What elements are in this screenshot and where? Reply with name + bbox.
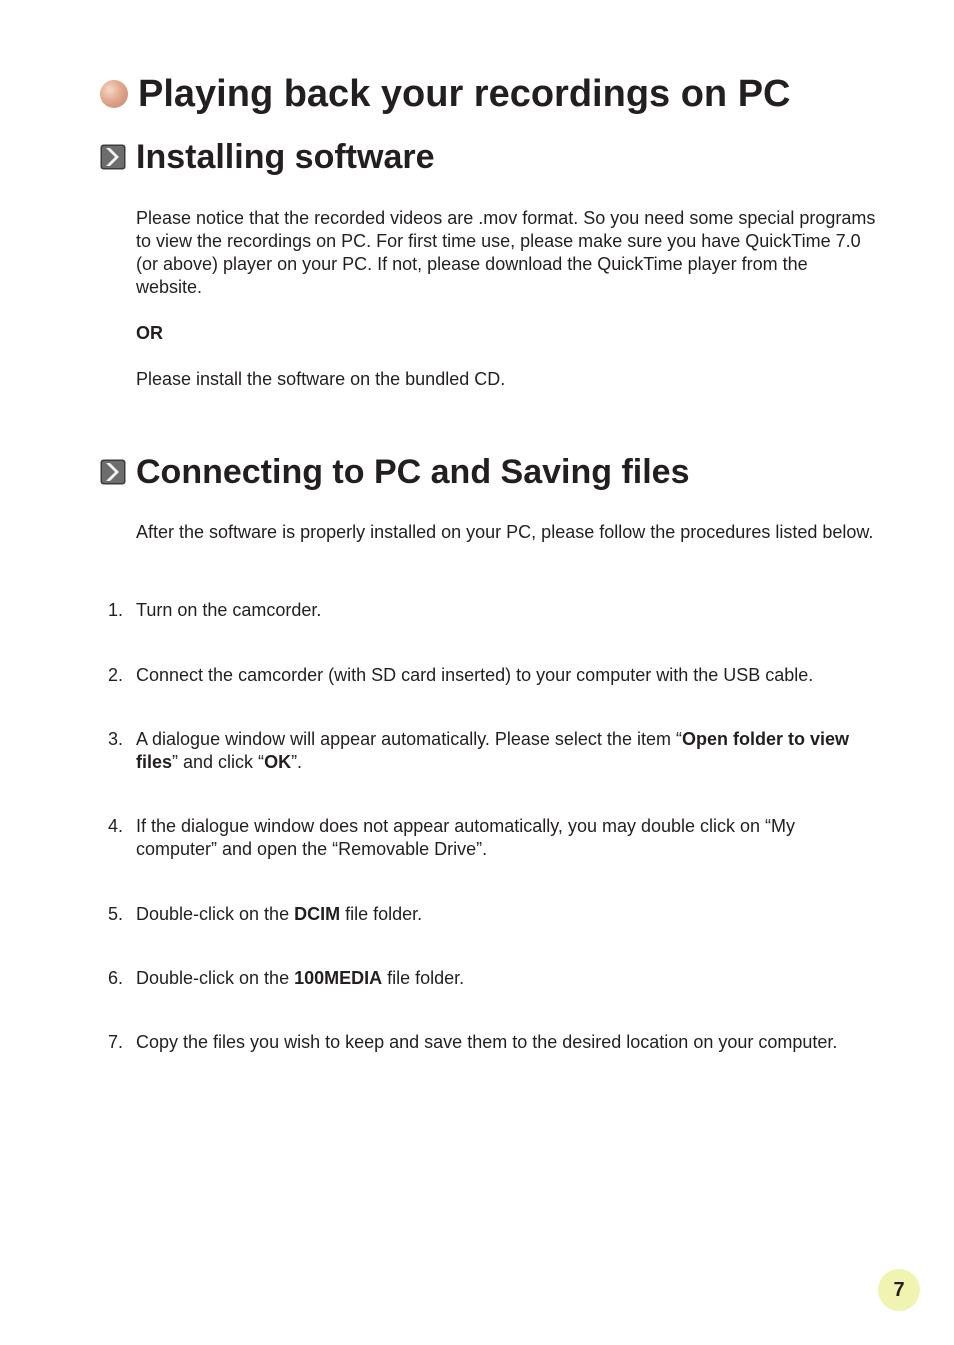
step-text: If the dialogue window does not appear automatically, you may double click on “My computer” and open the “Removable Drive”.: [136, 816, 796, 859]
step-text-part: Double-click on the: [136, 904, 295, 924]
step-number: 6.: [108, 968, 124, 988]
main-title: [100, 72, 791, 116]
list-item: [108, 815, 878, 861]
section-heading-installing: [100, 137, 435, 177]
section-title: Connecting to PC and Saving files: [136, 453, 690, 491]
list-item: [108, 903, 878, 926]
step-text-part: ”.: [291, 752, 303, 772]
step-text-part: file folder.: [340, 904, 423, 924]
step-text: [136, 967, 878, 990]
step-bold-text: 100MEDIA: [294, 968, 383, 988]
step-text-part: Double-click on the: [136, 968, 295, 988]
section-heading-connecting: [100, 452, 690, 492]
step-text: [136, 903, 878, 926]
page-title: Playing back your recordings on PC: [138, 73, 791, 115]
installing-alt: Please install the software on the bundled CD.: [136, 369, 506, 389]
step-number: 1.: [108, 600, 124, 620]
step-number: 5.: [108, 904, 124, 924]
chevron-right-icon: [100, 144, 126, 170]
step-bold-text: Open folder to view files: [136, 729, 849, 772]
step-number: 4.: [108, 816, 124, 836]
step-text: Turn on the camcorder.: [136, 600, 322, 620]
step-text-part: ” and click “: [172, 752, 265, 772]
list-item: [108, 664, 878, 687]
step-number: 3.: [108, 729, 124, 749]
or-label: OR: [136, 323, 163, 343]
installing-intro: Please notice that the recorded videos are .mov format. So you need some special programs to view the recordings on PC. For first time use, please make sure you have QuickTime 7.0 (or above) player on your PC. If not, please download the QuickTime player from the website.: [136, 208, 876, 297]
page-number-badge: [878, 1269, 920, 1311]
step-text: Connect the camcorder (with SD card inserted) to your computer with the USB cable.: [136, 665, 814, 685]
step-text-part: A dialogue window will appear automatically. Please select the item “: [136, 729, 682, 749]
chevron-right-icon: [100, 459, 126, 485]
connecting-intro: After the software is properly installed on your PC, please follow the procedures listed below.: [136, 522, 874, 542]
page-number: 7: [893, 1278, 905, 1301]
list-item: [108, 599, 878, 622]
step-bold-text: DCIM: [294, 904, 341, 924]
list-item: [108, 728, 878, 774]
step-text: Copy the files you wish to keep and save them to the desired location on your computer.: [136, 1032, 838, 1052]
list-item: [108, 967, 878, 990]
step-number: 7.: [108, 1032, 124, 1052]
step-text: [136, 728, 878, 774]
step-text-part: file folder.: [382, 968, 465, 988]
list-item: [108, 1031, 878, 1054]
section-title: Installing software: [136, 138, 435, 176]
step-number: 2.: [108, 665, 124, 685]
step-bold-text: OK: [264, 752, 292, 772]
bullet-ball-icon: [100, 80, 128, 108]
